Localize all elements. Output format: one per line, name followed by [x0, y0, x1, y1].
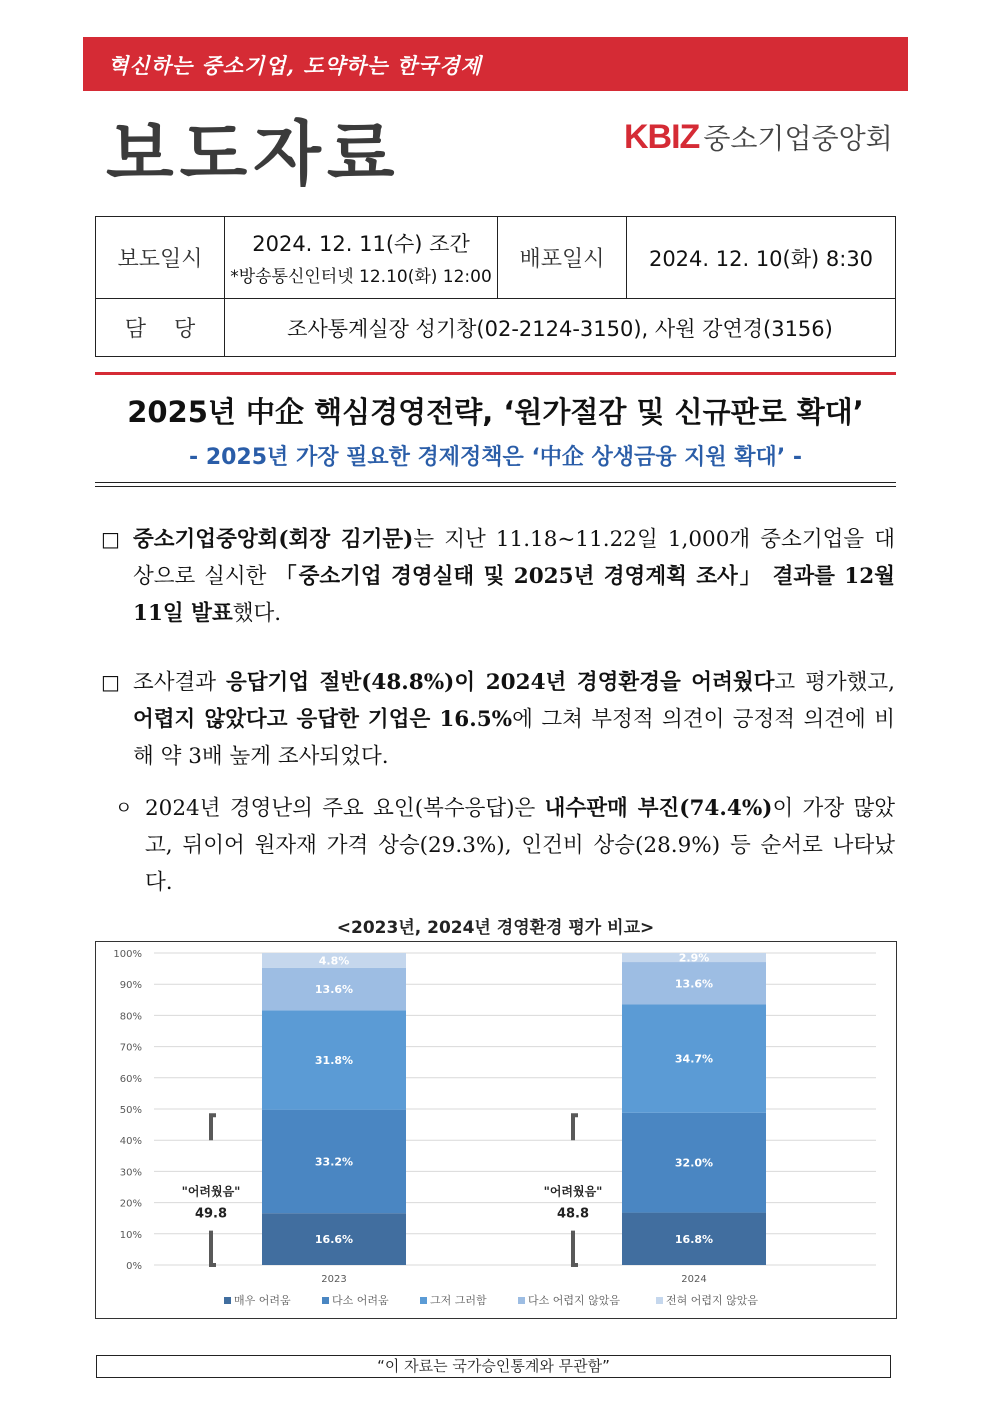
distribution-date-label: 배포일시: [498, 217, 627, 299]
bracket-top: [211, 1115, 216, 1140]
annotation-value: 48.8: [556, 1206, 590, 1222]
y-tick-label: 90%: [119, 980, 142, 992]
y-tick-label: 20%: [119, 1198, 142, 1210]
data-label: 4.8%: [318, 954, 350, 968]
release-date-cell: [225, 217, 498, 299]
p3-text-1: 2024년 경영난의 주요 요인(복수응답)은: [145, 796, 545, 821]
title-divider: [95, 372, 896, 375]
contact-value: 조사통계실장 성기창(02-2124-3150), 사원 강연경(3156): [225, 299, 896, 357]
x-tick-label: 2024: [681, 1274, 707, 1285]
legend-swatch: [322, 1297, 329, 1304]
paragraph-1: [101, 521, 896, 632]
headline: 2025년 中企 핵심경영전략, ‘원가절감 및 신규판로 확대’: [127, 395, 864, 429]
release-broadcast-note: *방송통신인터넷 12.10(화) 12:00: [230, 267, 492, 287]
data-label: 13.6%: [314, 983, 354, 997]
annotation-label: "어려웠음": [543, 1184, 603, 1199]
annotation-label: "어려웠음": [181, 1184, 241, 1199]
y-tick-label: 10%: [119, 1229, 142, 1241]
annotation-value: 49.8: [194, 1206, 228, 1222]
data-label: 13.6%: [674, 977, 714, 991]
data-label: 33.2%: [314, 1155, 354, 1169]
data-label: 16.6%: [314, 1233, 354, 1247]
bracket-bottom: [211, 1231, 216, 1265]
y-tick-label: 50%: [119, 1105, 142, 1116]
bracket-bottom: [573, 1231, 578, 1265]
bracket-top: [573, 1115, 578, 1140]
legend-label: 전혀 어렵지 않았음: [666, 1294, 759, 1307]
p3-bold-1: 내수판매 부진(74.4%): [544, 796, 773, 821]
chart-frame: [95, 941, 897, 1319]
y-tick-label: 40%: [119, 1136, 142, 1148]
y-tick-label: 30%: [119, 1167, 142, 1179]
legend-swatch: [224, 1297, 231, 1304]
subheadline: - 2025년 가장 필요한 경제정책은 ‘中企 상생금융 지원 확대’ -: [189, 445, 802, 470]
release-date: 2024. 12. 11(수) 조간: [252, 232, 470, 256]
p2-text-3: 에 그쳐 부정적 의견이 긍정적 의견에 비해 약 3배 높게 조사되었다.: [133, 707, 896, 769]
logo-org-name: 중소기업중앙회: [703, 122, 893, 155]
data-label: 2.9%: [678, 951, 710, 965]
legend-swatch: [656, 1297, 663, 1304]
x-tick-label: 2023: [321, 1274, 347, 1285]
p1-bold-1: 중소기업중앙회(회장 김기문): [133, 527, 414, 552]
p2-text-1: 조사결과: [133, 670, 227, 695]
data-label: 16.8%: [674, 1232, 714, 1246]
release-date-label: 보도일시: [96, 217, 225, 299]
stacked-bar-chart: [96, 942, 896, 1318]
legend-swatch: [518, 1297, 525, 1304]
p1-text-2: 했다.: [232, 601, 282, 626]
y-tick-label: 0%: [126, 1261, 142, 1272]
p1-bold-2: 「중소기업 경영실태 및 2025년 경영계획 조사」 결과를 12월 11일 발표: [133, 564, 895, 626]
kbiz-logo: [624, 117, 893, 157]
legend-label: 매우 어려움: [234, 1294, 291, 1307]
distribution-date: 2024. 12. 10(화) 8:30: [627, 217, 896, 299]
release-info-table: [95, 216, 896, 357]
press-release-title: 보도자료: [106, 113, 401, 195]
paragraph-3: [115, 790, 895, 901]
legend-label: 다소 어렵지 않았음: [528, 1294, 621, 1307]
chart-title: <2023년, 2024년 경영환경 평가 비교>: [336, 918, 655, 938]
p1-text-1: 는 지난 11.18~11.22일 1,000개 중소기업을 대상으로 실시한: [133, 527, 896, 589]
square-bullet-icon: □: [101, 527, 120, 551]
banner-slogan: 혁신하는 중소기업, 도약하는 한국경제: [108, 53, 482, 78]
y-tick-label: 60%: [119, 1073, 142, 1085]
legend-swatch: [420, 1297, 427, 1304]
p2-bold-2: 어렵지 않았다고 응답한 기업은 16.5%: [133, 707, 513, 732]
p2-text-2: 고 평가했고,: [774, 670, 895, 695]
contact-label: 담 당: [96, 299, 225, 357]
p3-text-2: 이 가장 많았고, 뒤이어 원자재 가격 상승(29.3%), 인건비 상승(28.9%) 등 순서로 나타났다.: [145, 796, 895, 895]
y-tick-label: 70%: [119, 1042, 142, 1054]
data-label: 31.8%: [314, 1054, 354, 1068]
data-label: 32.0%: [674, 1156, 714, 1170]
legend-label: 다소 어려움: [332, 1294, 389, 1307]
paragraph-2: [101, 664, 896, 775]
square-bullet-icon: □: [101, 670, 120, 694]
legend-label: 그저 그러함: [430, 1294, 487, 1307]
y-tick-label: 80%: [119, 1011, 142, 1023]
y-tick-label: 100%: [113, 949, 142, 960]
footer-disclaimer: “이 자료는 국가승인통계와 무관함”: [96, 1355, 891, 1378]
circle-bullet-icon: ㅇ: [115, 798, 133, 819]
p2-bold-1: 응답기업 절반(48.8%)이 2024년 경영환경을 어려웠다: [226, 670, 775, 695]
double-divider: [95, 482, 896, 487]
logo-brand: KBIZ: [624, 118, 700, 156]
data-label: 34.7%: [674, 1052, 714, 1066]
